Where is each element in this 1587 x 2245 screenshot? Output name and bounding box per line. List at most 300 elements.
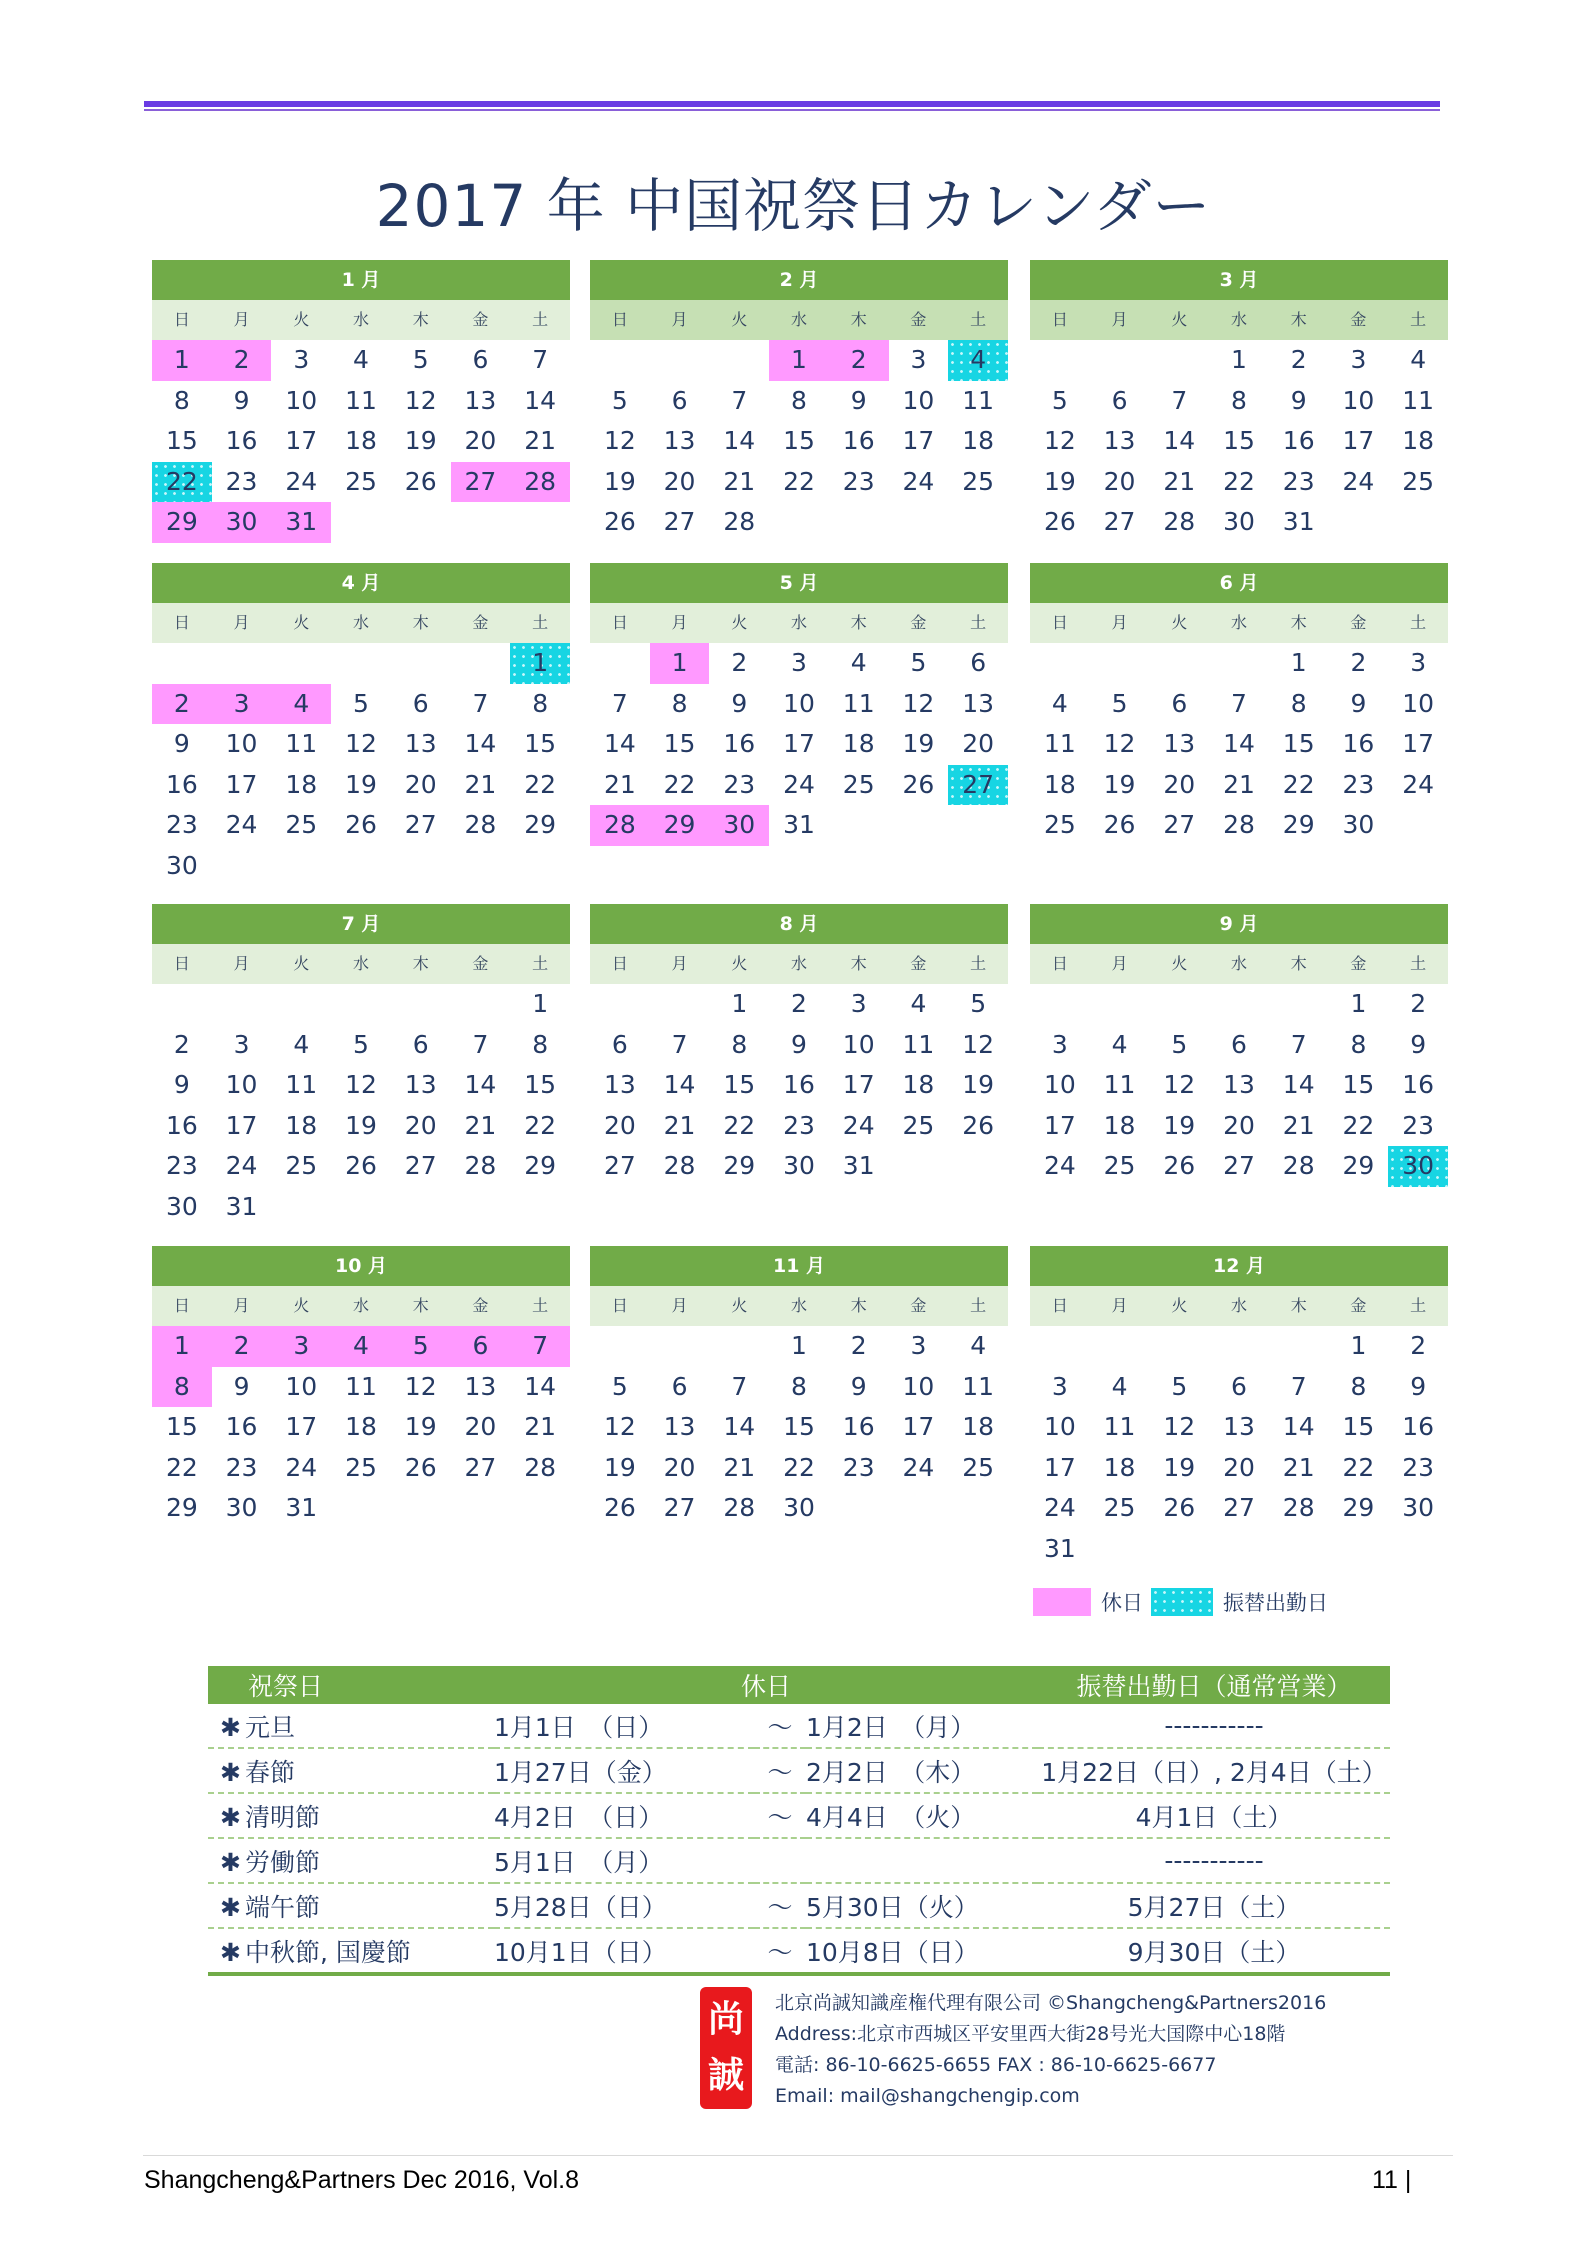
day-cell: 19 bbox=[1043, 466, 1076, 496]
empty-day bbox=[709, 340, 769, 381]
day-cell: 12 bbox=[345, 729, 377, 758]
day-cell: 31 bbox=[842, 1151, 875, 1180]
holiday-start: 10月1日（日） bbox=[494, 1928, 754, 1974]
day-cell: 30 bbox=[225, 1493, 258, 1522]
day-cell: 18 bbox=[285, 1110, 318, 1140]
day-cell: 30 bbox=[783, 1493, 815, 1522]
day-cell: 28 bbox=[723, 1493, 756, 1522]
day-cell: 25 bbox=[962, 466, 995, 496]
day-cell: 23 bbox=[165, 1151, 198, 1180]
weekday-row bbox=[590, 603, 1008, 643]
empty-day bbox=[590, 340, 650, 381]
weekday-label: 月 bbox=[1111, 1296, 1128, 1315]
weekday-label: 月 bbox=[1111, 613, 1128, 632]
day-cell: 19 bbox=[902, 729, 935, 758]
top-rule-thin bbox=[144, 109, 1440, 111]
day-cell: 8 bbox=[532, 688, 549, 718]
day-cell: 11 bbox=[902, 1029, 935, 1059]
day-cell: 5 bbox=[353, 688, 369, 718]
weekday-label: 木 bbox=[1290, 1296, 1307, 1315]
day-cell: 14 bbox=[524, 385, 557, 415]
empty-day bbox=[1209, 643, 1269, 684]
holiday-day-cell: 4 bbox=[331, 1326, 391, 1367]
range-tilde: ～ bbox=[754, 1883, 806, 1928]
range-tilde: ～ bbox=[754, 1928, 806, 1974]
holiday-day-cell: 4 bbox=[271, 684, 331, 725]
day-cell: 10 bbox=[783, 688, 815, 718]
weekday-label: 火 bbox=[1171, 1296, 1188, 1315]
day-cell: 7 bbox=[1231, 688, 1247, 718]
seal-char-1: 尚 bbox=[707, 1999, 744, 2040]
day-cell: 6 bbox=[472, 345, 489, 374]
day-cell: 29 bbox=[524, 810, 557, 839]
day-cell: 15 bbox=[165, 1412, 198, 1441]
day-cell: 17 bbox=[225, 769, 258, 799]
weekday-label: 火 bbox=[1171, 613, 1188, 632]
day-cell: 27 bbox=[1103, 507, 1136, 536]
weekday-label: 月 bbox=[233, 613, 250, 632]
day-cell: 23 bbox=[1402, 1452, 1435, 1482]
day-cell: 19 bbox=[1163, 1452, 1196, 1482]
weekday-label: 木 bbox=[412, 613, 429, 632]
holiday-day-cell: 2 bbox=[212, 1326, 272, 1367]
day-grid bbox=[1030, 340, 1448, 543]
holiday-end: 2月2日 （木） bbox=[806, 1748, 1038, 1793]
holiday-name-cell bbox=[208, 1838, 494, 1883]
weekday-label: 火 bbox=[731, 954, 748, 973]
day-cell: 11 bbox=[345, 385, 377, 415]
day-cell: 25 bbox=[902, 1110, 935, 1140]
day-cell: 30 bbox=[1223, 507, 1255, 536]
day-cell: 27 bbox=[1223, 1151, 1255, 1180]
day-cell: 22 bbox=[783, 466, 815, 496]
weekday-label: 月 bbox=[671, 1296, 688, 1315]
weekday-row bbox=[1030, 1286, 1448, 1326]
day-cell: 10 bbox=[1402, 688, 1435, 718]
day-cell: 26 bbox=[404, 1452, 437, 1482]
day-cell: 23 bbox=[842, 1452, 875, 1482]
day-cell: 1 bbox=[1350, 989, 1367, 1018]
asterisk-icon: ✱ bbox=[220, 1892, 241, 1922]
day-cell: 22 bbox=[1223, 466, 1255, 496]
day-cell: 8 bbox=[791, 1371, 807, 1401]
empty-day bbox=[212, 984, 272, 1025]
weekday-row bbox=[1030, 603, 1448, 643]
day-cell: 14 bbox=[1282, 1070, 1315, 1099]
day-cell: 7 bbox=[532, 345, 549, 374]
month-1 bbox=[152, 260, 570, 543]
day-cell: 12 bbox=[962, 1029, 995, 1059]
day-cell: 17 bbox=[1043, 1110, 1076, 1140]
makeup-workday: 5月27日（土） bbox=[1038, 1883, 1390, 1928]
day-cell: 26 bbox=[1163, 1493, 1196, 1522]
day-cell: 7 bbox=[731, 385, 748, 415]
weekday-label: 土 bbox=[1410, 954, 1427, 973]
day-cell: 21 bbox=[603, 769, 636, 799]
day-cell: 6 bbox=[1171, 688, 1188, 718]
weekday-label: 水 bbox=[352, 954, 369, 973]
day-cell: 4 bbox=[293, 1029, 310, 1059]
day-cell: 19 bbox=[603, 466, 636, 496]
day-cell: 5 bbox=[1171, 1371, 1188, 1401]
day-cell: 30 bbox=[1402, 1493, 1435, 1522]
day-cell: 22 bbox=[1342, 1110, 1375, 1140]
weekday-label: 土 bbox=[1410, 613, 1427, 632]
day-cell: 25 bbox=[285, 1151, 318, 1180]
day-cell: 9 bbox=[850, 385, 867, 415]
day-cell: 20 bbox=[404, 1110, 437, 1140]
day-cell: 17 bbox=[1402, 729, 1435, 758]
day-cell: 24 bbox=[842, 1110, 875, 1140]
day-cell: 2 bbox=[1410, 989, 1427, 1018]
makeup-workday: ----------- bbox=[1038, 1704, 1390, 1748]
holiday-name: 労働節 bbox=[244, 1847, 320, 1877]
day-cell: 23 bbox=[1402, 1110, 1435, 1140]
day-cell: 1 bbox=[731, 989, 748, 1018]
day-grid bbox=[152, 1326, 570, 1529]
holiday-day-cell: 29 bbox=[650, 805, 710, 846]
day-cell: 12 bbox=[1163, 1070, 1196, 1099]
weekday-label: 木 bbox=[412, 954, 429, 973]
asterisk-icon: ✱ bbox=[220, 1757, 241, 1787]
empty-day bbox=[1030, 643, 1090, 684]
weekday-row bbox=[152, 944, 570, 984]
day-cell: 1 bbox=[791, 1331, 807, 1360]
weekday-label: 土 bbox=[532, 1296, 549, 1315]
weekday-row bbox=[590, 300, 1008, 340]
empty-day bbox=[1269, 1326, 1329, 1367]
day-cell: 15 bbox=[524, 1070, 557, 1099]
day-cell: 18 bbox=[962, 426, 995, 455]
day-cell: 23 bbox=[783, 1110, 815, 1140]
day-cell: 19 bbox=[603, 1452, 636, 1482]
empty-day bbox=[152, 643, 212, 684]
day-cell: 26 bbox=[345, 1151, 377, 1180]
holiday-name: 清明節 bbox=[244, 1802, 320, 1832]
day-cell: 24 bbox=[285, 466, 318, 496]
weekday-label: 水 bbox=[790, 954, 807, 973]
empty-day bbox=[331, 643, 391, 684]
month-header: 3 月 bbox=[1030, 260, 1448, 300]
day-cell: 28 bbox=[663, 1151, 696, 1180]
day-cell: 6 bbox=[412, 1029, 429, 1059]
day-cell: 28 bbox=[1223, 810, 1255, 839]
weekday-label: 木 bbox=[1290, 310, 1307, 329]
day-cell: 16 bbox=[1402, 1412, 1435, 1441]
empty-day bbox=[1269, 984, 1329, 1025]
day-cell: 21 bbox=[524, 1412, 557, 1441]
weekday-row bbox=[590, 944, 1008, 984]
day-cell: 4 bbox=[1051, 688, 1068, 718]
day-cell: 3 bbox=[791, 648, 807, 677]
day-cell: 3 bbox=[1410, 648, 1427, 677]
day-cell: 29 bbox=[165, 1493, 198, 1522]
page-title: 2017 年 中国祝祭日カレンダー bbox=[375, 172, 1212, 240]
day-cell: 8 bbox=[731, 1029, 748, 1059]
empty-day bbox=[590, 984, 650, 1025]
holiday-row bbox=[208, 1928, 1390, 1974]
holiday-day-cell: 2 bbox=[152, 684, 212, 725]
day-cell: 6 bbox=[671, 1371, 688, 1401]
day-cell: 18 bbox=[902, 1070, 935, 1099]
day-cell: 13 bbox=[404, 729, 437, 758]
day-cell: 4 bbox=[850, 648, 867, 677]
day-cell: 14 bbox=[1223, 729, 1255, 758]
day-cell: 22 bbox=[165, 1452, 198, 1482]
day-cell: 11 bbox=[1043, 729, 1076, 758]
day-cell: 19 bbox=[962, 1070, 995, 1099]
day-cell: 8 bbox=[1290, 688, 1307, 718]
day-cell: 11 bbox=[1103, 1070, 1136, 1099]
day-cell: 17 bbox=[842, 1070, 875, 1099]
range-tilde: ～ bbox=[754, 1793, 806, 1838]
day-cell: 28 bbox=[464, 1151, 497, 1180]
day-cell: 26 bbox=[345, 810, 377, 839]
col-makeup-workday: 振替出勤日（通常営業） bbox=[1038, 1666, 1390, 1704]
workday-swatch bbox=[1151, 1588, 1213, 1616]
weekday-label: 月 bbox=[233, 1296, 250, 1315]
empty-day bbox=[391, 643, 451, 684]
day-cell: 29 bbox=[1282, 810, 1315, 839]
day-cell: 23 bbox=[225, 1452, 258, 1482]
day-cell: 14 bbox=[464, 1070, 497, 1099]
holiday-row bbox=[208, 1883, 1390, 1928]
day-cell: 21 bbox=[1163, 466, 1196, 496]
weekday-label: 土 bbox=[970, 954, 987, 973]
weekday-label: 木 bbox=[412, 1296, 429, 1315]
holiday-day-cell: 2 bbox=[829, 340, 889, 381]
day-cell: 18 bbox=[842, 729, 875, 758]
empty-day bbox=[331, 984, 391, 1025]
empty-day bbox=[650, 340, 710, 381]
weekday-label: 金 bbox=[910, 1296, 927, 1315]
empty-day bbox=[590, 643, 650, 684]
day-cell: 9 bbox=[1290, 385, 1307, 415]
day-cell: 15 bbox=[783, 426, 815, 455]
empty-day bbox=[1149, 984, 1209, 1025]
company-name: 北京尚誠知識産権代理有限公司 ©Shangcheng&Partners2016 bbox=[775, 1992, 1327, 2014]
day-cell: 18 bbox=[1103, 1110, 1136, 1140]
day-cell: 19 bbox=[1163, 1110, 1196, 1140]
day-cell: 17 bbox=[783, 729, 815, 758]
month-header: 5 月 bbox=[590, 563, 1008, 603]
day-cell: 17 bbox=[1043, 1452, 1076, 1482]
day-cell: 10 bbox=[225, 729, 258, 758]
day-cell: 20 bbox=[962, 729, 995, 758]
day-cell: 22 bbox=[1282, 769, 1315, 799]
asterisk-icon: ✱ bbox=[220, 1712, 241, 1742]
range-tilde bbox=[754, 1838, 806, 1883]
weekday-label: 火 bbox=[731, 613, 748, 632]
day-cell: 11 bbox=[842, 688, 875, 718]
day-cell: 20 bbox=[464, 1412, 497, 1441]
weekday-label: 水 bbox=[1230, 1296, 1247, 1315]
day-cell: 1 bbox=[532, 989, 549, 1018]
day-cell: 14 bbox=[603, 729, 636, 758]
day-cell: 11 bbox=[1103, 1412, 1136, 1441]
day-cell: 16 bbox=[225, 1412, 258, 1441]
holiday-day-cell: 8 bbox=[152, 1367, 212, 1408]
empty-day bbox=[1030, 984, 1090, 1025]
day-cell: 20 bbox=[1223, 1452, 1255, 1482]
weekday-label: 月 bbox=[233, 954, 250, 973]
asterisk-icon: ✱ bbox=[220, 1937, 241, 1967]
month-header: 6 月 bbox=[1030, 563, 1448, 603]
holiday-day-cell: 29 bbox=[152, 502, 212, 543]
day-cell: 20 bbox=[404, 769, 437, 799]
day-cell: 13 bbox=[1223, 1070, 1255, 1099]
holiday-day-cell: 28 bbox=[510, 462, 570, 503]
empty-day bbox=[1209, 984, 1269, 1025]
weekday-label: 土 bbox=[532, 954, 549, 973]
weekday-label: 日 bbox=[611, 613, 628, 632]
day-cell: 25 bbox=[962, 1452, 995, 1482]
day-cell: 6 bbox=[970, 648, 987, 677]
day-cell: 23 bbox=[165, 810, 198, 839]
day-cell: 31 bbox=[1282, 507, 1315, 536]
month-header: 11 月 bbox=[590, 1246, 1008, 1286]
weekday-label: 木 bbox=[850, 613, 867, 632]
holiday-start: 1月27日（金） bbox=[494, 1748, 754, 1793]
day-cell: 9 bbox=[1410, 1371, 1427, 1401]
day-cell: 4 bbox=[1111, 1371, 1128, 1401]
day-cell: 7 bbox=[1171, 385, 1188, 415]
empty-day bbox=[590, 1326, 650, 1367]
day-cell: 4 bbox=[1410, 345, 1427, 374]
day-cell: 27 bbox=[404, 810, 437, 839]
day-cell: 6 bbox=[1231, 1029, 1247, 1059]
empty-day bbox=[1149, 643, 1209, 684]
month-6 bbox=[1030, 563, 1448, 846]
day-cell: 21 bbox=[524, 426, 557, 455]
empty-day bbox=[650, 984, 710, 1025]
day-grid bbox=[152, 340, 570, 543]
day-cell: 9 bbox=[173, 729, 190, 758]
day-cell: 31 bbox=[285, 1493, 318, 1522]
holiday-name-cell bbox=[208, 1704, 494, 1748]
weekday-label: 日 bbox=[173, 613, 190, 632]
empty-day bbox=[152, 984, 212, 1025]
company-seal bbox=[700, 1987, 752, 2109]
day-grid bbox=[152, 643, 570, 886]
weekday-label: 水 bbox=[352, 310, 369, 329]
day-cell: 1 bbox=[1231, 345, 1247, 374]
day-cell: 4 bbox=[910, 989, 927, 1018]
weekday-label: 日 bbox=[611, 310, 628, 329]
day-cell: 8 bbox=[173, 385, 190, 415]
empty-day bbox=[451, 643, 511, 684]
day-cell: 10 bbox=[902, 385, 935, 415]
day-cell: 2 bbox=[850, 1331, 867, 1360]
empty-day bbox=[1090, 984, 1150, 1025]
holiday-end: 10月8日（日） bbox=[806, 1928, 1038, 1974]
day-cell: 8 bbox=[1350, 1029, 1367, 1059]
empty-day bbox=[1149, 340, 1209, 381]
weekday-label: 日 bbox=[173, 1296, 190, 1315]
day-cell: 25 bbox=[345, 1452, 377, 1482]
holiday-name: 元旦 bbox=[244, 1712, 295, 1742]
weekday-label: 水 bbox=[1230, 310, 1247, 329]
day-cell: 15 bbox=[1282, 729, 1315, 758]
day-grid bbox=[1030, 643, 1448, 846]
day-cell: 10 bbox=[1342, 385, 1375, 415]
day-cell: 8 bbox=[671, 688, 688, 718]
day-cell: 18 bbox=[1402, 426, 1435, 455]
day-cell: 2 bbox=[1290, 345, 1307, 374]
weekday-label: 火 bbox=[293, 310, 310, 329]
day-cell: 21 bbox=[1282, 1452, 1315, 1482]
day-grid bbox=[590, 1326, 1008, 1529]
day-cell: 18 bbox=[1103, 1452, 1136, 1482]
day-cell: 13 bbox=[464, 385, 497, 415]
day-cell: 28 bbox=[1282, 1493, 1315, 1522]
day-grid bbox=[1030, 1326, 1448, 1569]
day-cell: 24 bbox=[285, 1452, 318, 1482]
day-cell: 16 bbox=[783, 1070, 815, 1099]
weekday-label: 木 bbox=[850, 310, 867, 329]
day-cell: 13 bbox=[663, 426, 696, 455]
makeup-workday-cell: 1 bbox=[510, 643, 570, 684]
weekday-label: 日 bbox=[1051, 954, 1068, 973]
weekday-label: 火 bbox=[293, 954, 310, 973]
holiday-swatch bbox=[1033, 1588, 1091, 1616]
weekday-label: 金 bbox=[1350, 1296, 1367, 1315]
makeup-workday-cell: 4 bbox=[948, 340, 1008, 381]
holiday-table-header bbox=[208, 1666, 1390, 1704]
day-cell: 10 bbox=[285, 1371, 318, 1401]
day-cell: 12 bbox=[1103, 729, 1136, 758]
day-cell: 8 bbox=[1231, 385, 1247, 415]
day-cell: 18 bbox=[962, 1412, 995, 1441]
month-3 bbox=[1030, 260, 1448, 543]
day-cell: 25 bbox=[1103, 1493, 1136, 1522]
month-4 bbox=[152, 563, 570, 886]
month-header: 7 月 bbox=[152, 904, 570, 944]
day-cell: 8 bbox=[791, 385, 807, 415]
day-cell: 18 bbox=[285, 769, 318, 799]
col-days-off: 休日 bbox=[494, 1666, 1038, 1704]
day-cell: 18 bbox=[1043, 769, 1076, 799]
weekday-label: 月 bbox=[1111, 310, 1128, 329]
weekday-row bbox=[152, 1286, 570, 1326]
day-cell: 3 bbox=[233, 1029, 250, 1059]
holiday-start: 5月28日（日） bbox=[494, 1883, 754, 1928]
day-cell: 16 bbox=[1282, 426, 1315, 455]
day-cell: 27 bbox=[663, 507, 696, 536]
day-cell: 26 bbox=[603, 1493, 636, 1522]
footer-publication: Shangcheng&Partners Dec 2016, Vol.8 bbox=[144, 2166, 580, 2194]
day-cell: 11 bbox=[285, 729, 318, 758]
month-header: 10 月 bbox=[152, 1246, 570, 1286]
day-cell: 22 bbox=[723, 1110, 756, 1140]
day-cell: 15 bbox=[663, 729, 696, 758]
day-cell: 3 bbox=[293, 345, 310, 374]
day-cell: 3 bbox=[1051, 1029, 1068, 1059]
holiday-day-cell: 6 bbox=[451, 1326, 511, 1367]
day-cell: 14 bbox=[723, 1412, 756, 1441]
day-cell: 31 bbox=[1043, 1533, 1076, 1563]
day-cell: 22 bbox=[783, 1452, 815, 1482]
weekday-label: 日 bbox=[1051, 310, 1068, 329]
day-cell: 16 bbox=[723, 729, 756, 758]
day-cell: 11 bbox=[962, 385, 995, 415]
day-cell: 22 bbox=[1342, 1452, 1375, 1482]
weekday-label: 木 bbox=[412, 310, 429, 329]
day-cell: 27 bbox=[603, 1151, 636, 1180]
holiday-start: 1月1日 （日） bbox=[494, 1704, 754, 1748]
weekday-label: 月 bbox=[233, 310, 250, 329]
holiday-day-cell: 1 bbox=[152, 340, 212, 381]
